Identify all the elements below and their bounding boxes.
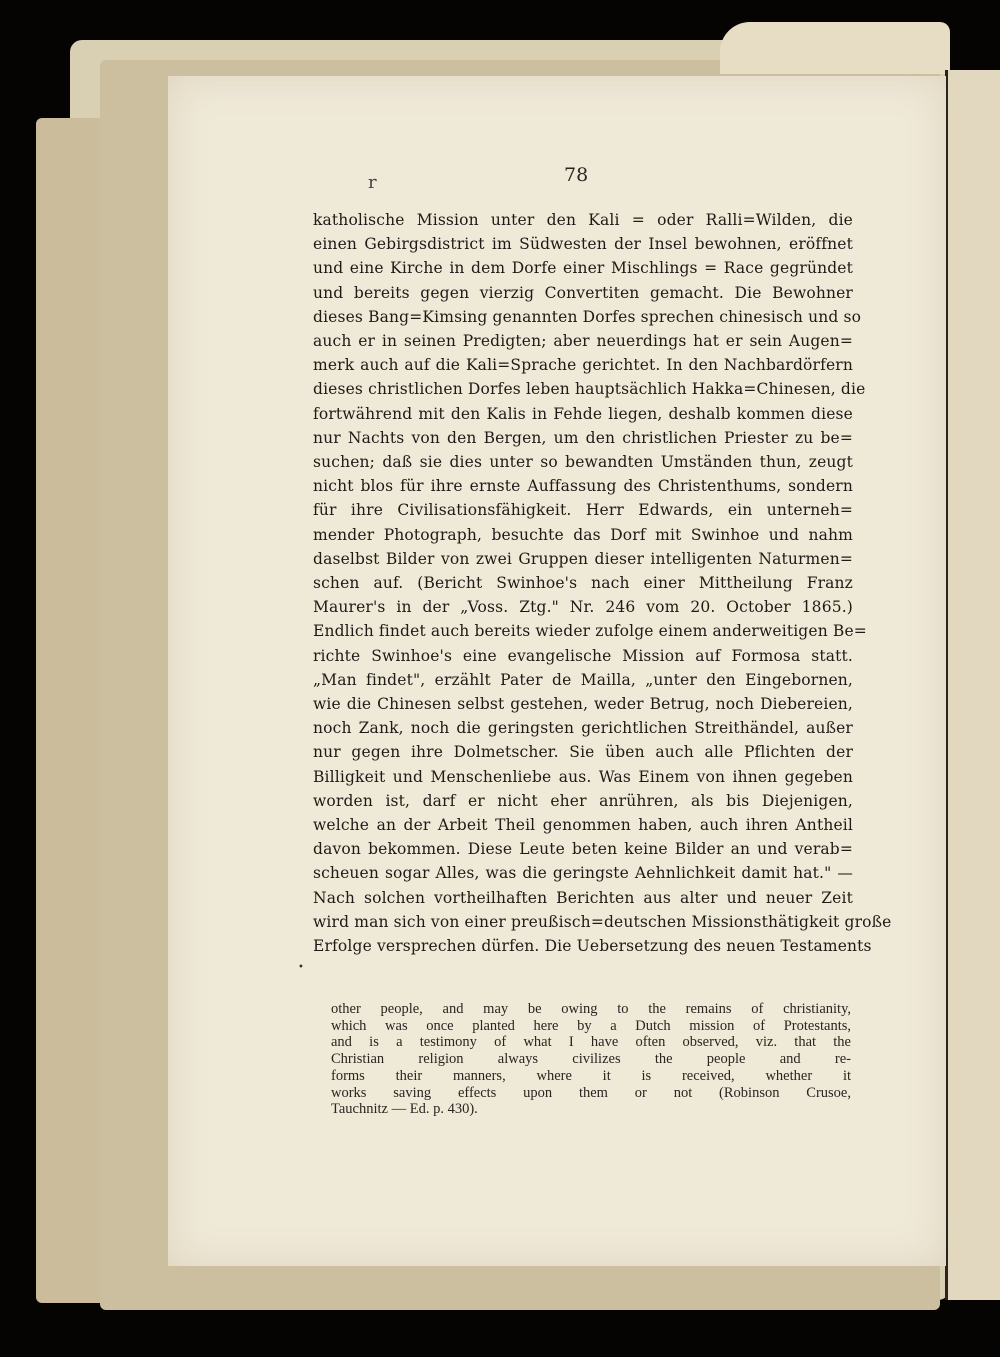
text-line: welche an der Arbeit Theil genommen haben, auch ihren Antheil <box>313 816 853 835</box>
text-line: dieses christlichen Dorfes leben hauptsächlich Hakka=Chinesen, die <box>313 380 866 399</box>
footnote-line: Christian religion always civilizes the people and re- <box>331 1051 851 1068</box>
text-line: Billigkeit und Menschenliebe aus. Was Einem von ihnen gegeben <box>313 767 853 786</box>
text-line: Endlich findet auch bereits wieder zufolge einem anderweitigen Be= <box>313 622 867 641</box>
text-line: mender Photograph, besuchte das Dorf mit Swinhoe und nahm <box>313 525 853 544</box>
corner-mark: r <box>368 172 377 193</box>
text-line: daselbst Bilder von zwei Gruppen dieser intelligenten Naturmen= <box>313 549 853 568</box>
text-line: Erfolge versprechen dürfen. Die Uebersetzung des neuen Testaments <box>313 937 872 956</box>
text-line: suchen; daß sie dies unter so bewandten Umständen thun, zeugt <box>313 453 853 472</box>
footnote-line: forms their manners, where it is received, whether it <box>331 1067 851 1084</box>
text-line: fortwährend mit den Kalis in Fehde liegen, deshalb kommen diese <box>313 404 853 423</box>
text-line: dieses Bang=Kimsing genannten Dorfes sprechen chinesisch und so <box>313 307 862 326</box>
text-line: wie die Chinesen selbst gestehen, weder Betrug, noch Diebereien, <box>313 695 853 714</box>
book-page <box>168 76 946 1266</box>
text-line: worden ist, darf er nicht eher anrühren, als bis Diejenigen, <box>313 791 853 810</box>
text-line: Maurer's in der „Voss. Ztg." Nr. 246 vom 20. October 1865.) <box>313 598 853 617</box>
text-line: nur Nachts von den Bergen, um den christlichen Priester zu be= <box>313 428 853 447</box>
text-line: und eine Kirche in dem Dorfe einer Mischlings = Race gegründet <box>313 259 853 278</box>
text-line: für ihre Civilisationsfähigkeit. Herr Edwards, ein unterneh= <box>313 501 853 520</box>
text-line: auch er in seinen Predigten; aber neuerdings hat er sein Augen= <box>313 332 853 351</box>
text-line: merk auch auf die Kali=Sprache gerichtet. In den Nachbardörfern <box>313 356 853 375</box>
text-line: nur gegen ihre Dolmetscher. Sie üben auch alle Pflichten der <box>313 743 853 762</box>
text-line: Nach solchen vortheilhaften Berichten aus alter und neuer Zeit <box>313 888 853 907</box>
text-line: katholische Mission unter den Kali = oder Ralli=Wilden, die <box>313 211 853 229</box>
text-line: noch Zank, noch die geringsten gerichtlichen Streithändel, außer <box>313 719 853 738</box>
footnote-line: works saving effects upon them or not (Robinson Crusoe, <box>331 1084 851 1101</box>
footnote-block <box>331 1001 851 1118</box>
facing-page-edge <box>945 70 1000 1300</box>
text-line: nicht blos für ihre ernste Auffassung des Christenthums, sondern <box>313 477 853 496</box>
footnote-line: and is a testimony of what I have often observed, viz. that the <box>331 1034 851 1051</box>
footnote-line: which was once planted here by a Dutch mission of Protestants, <box>331 1017 851 1034</box>
text-line: wird man sich von einer preußisch=deutschen Missionsthätigkeit große <box>313 912 892 931</box>
text-line: schen auf. (Bericht Swinhoe's nach einer Mittheilung Franz <box>313 574 853 593</box>
text-line: einen Gebirgsdistrict im Südwesten der Insel bewohnen, eröffnet <box>313 235 853 254</box>
main-text-block <box>313 208 892 958</box>
text-line: richte Swinhoe's eine evangelische Mission auf Formosa statt. <box>313 646 853 665</box>
text-line: davon bekommen. Diese Leute beten keine Bilder an und verab= <box>313 840 853 859</box>
text-line: „Man findet", erzählt Pater de Mailla, „unter den Eingebornen, <box>313 670 853 689</box>
footnote-line: Tauchnitz — Ed. p. 430). <box>331 1101 478 1118</box>
page-number: 78 <box>564 164 589 186</box>
torn-page-corner <box>720 22 950 74</box>
text-line: scheuen sogar Alles, was die geringste Aehnlichkeit damit hat." — <box>313 864 853 883</box>
footnote-line: other people, and may be owing to the remains of christianity, <box>331 1001 851 1017</box>
margin-dot: • <box>298 962 304 973</box>
text-line: und bereits gegen vierzig Convertiten gemacht. Die Bewohner <box>313 283 853 302</box>
